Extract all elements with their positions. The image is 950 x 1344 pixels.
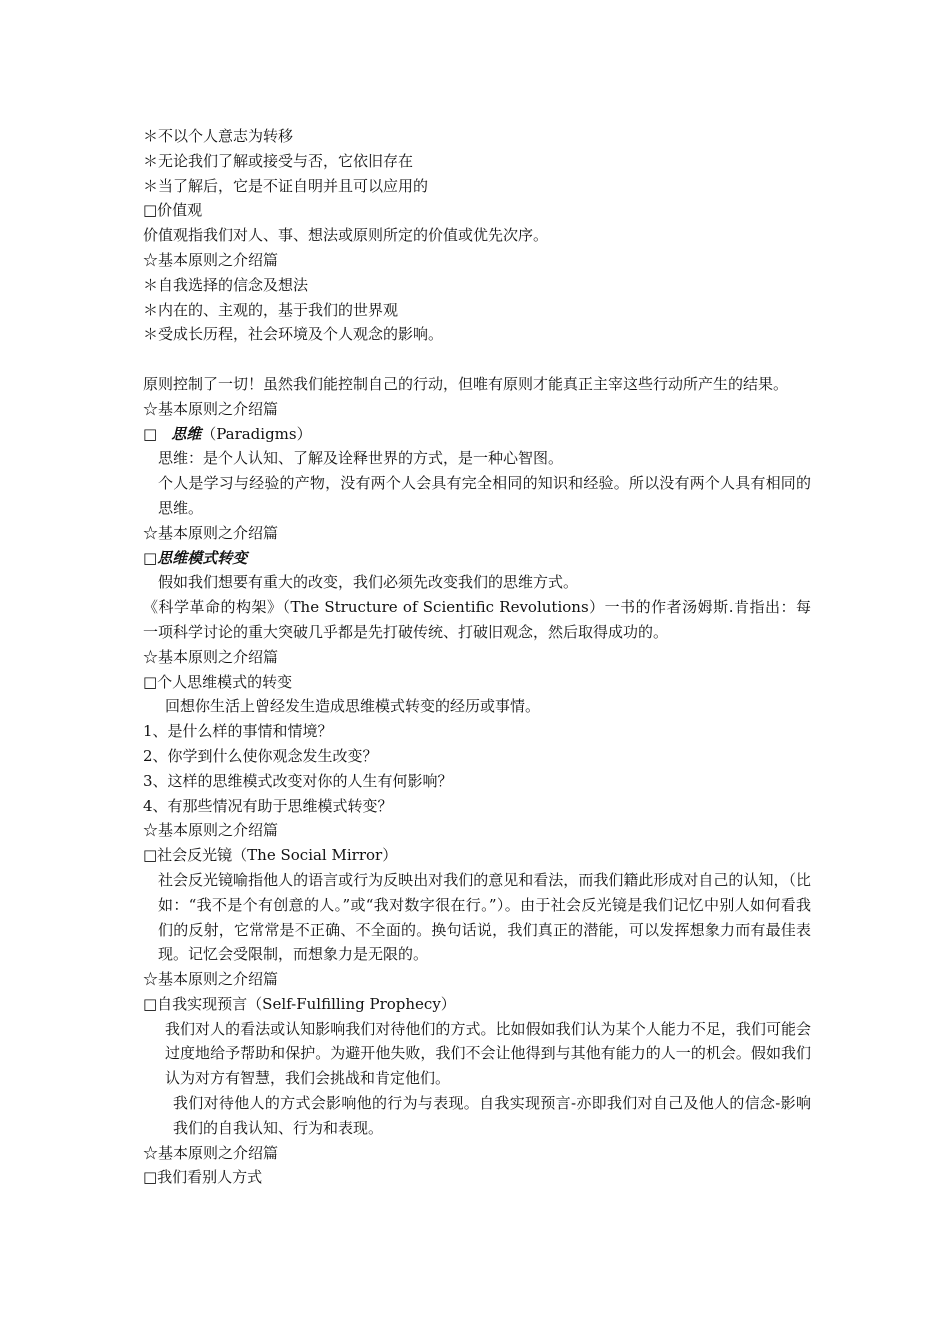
chapter-label: ☆基本原则之介绍篇 [143, 250, 279, 269]
blank-line [143, 347, 811, 372]
chapter-label: ☆基本原则之介绍篇 [143, 970, 279, 989]
section-heading [143, 546, 811, 571]
chapter-label: ☆基本原则之介绍篇 [143, 523, 279, 542]
section-heading: □社会反光镜（The Social Mirror） [143, 846, 398, 865]
bullet-line: ＊自我选择的信念及想法 [143, 275, 309, 294]
body-line: 价值观指我们对人、事、想法或原则所定的价值或优先次序。 [143, 226, 549, 245]
section-title: 思维 [171, 424, 202, 443]
body-paragraph [143, 1017, 811, 1091]
paragraph-text: 个人是学习与经验的产物，没有两个人会具有完全相同的知识和经验。所以没有两个人具有相同的思维。 [158, 474, 811, 517]
body-paragraph [143, 471, 811, 521]
bullet-line: ＊无论我们了解或接受与否，它依旧存在 [143, 151, 414, 170]
section-heading: □我们看别人方式 [143, 1168, 263, 1187]
body-line: 思维：是个人认知、了解及诠释世界的方式，是一种心智图。 [158, 449, 564, 468]
list-item: 2、你学到什么使你观念发生改变？ [143, 746, 378, 765]
section-title-english: （Paradigms） [201, 424, 312, 443]
section-heading: □价值观 [143, 201, 203, 220]
paragraph-text: 社会反光镜喻指他人的语言或行为反映出对我们的意见和看法，而我们籍此形成对自己的认知，（比如：“我不是个有创意的人。”或“我对数字很在行。”）。由于社会反光镜是我们记忆中别人如何看我们的反射，它常常是不正确、不全面的。换句话说，我们真正的潜能，可以发挥想象力而有最佳表现。记忆会受限制，而想象力是无限的。 [158, 870, 811, 964]
bullet-line: ＊当了解后，它是不证自明并且可以应用的 [143, 176, 429, 195]
checkbox-glyph: □ [143, 424, 158, 443]
list-item: 4、有那些情况有助于思维模式转变？ [143, 796, 393, 815]
section-title: 思维模式转变 [157, 548, 248, 567]
chapter-label: ☆基本原则之介绍篇 [143, 647, 279, 666]
bullet-line: ＊不以个人意志为转移 [143, 127, 294, 145]
body-line: 假如我们想要有重大的改变，我们必须先改变我们的思维方式。 [158, 573, 579, 592]
body-paragraph: 原则控制了一切！虽然我们能控制自己的行动，但唯有原则才能真正主宰这些行动所产生的结果。 [143, 374, 789, 393]
list-item: 3、这样的思维模式改变对你的人生有何影响？ [143, 771, 453, 790]
bullet-line: ＊内在的、主观的，基于我们的世界观 [143, 300, 399, 319]
body-paragraph: 《科学革命的构架》（The Structure of Scientific Revolutions）一书的作者汤姆斯.肯指出：每一项科学讨论的重大突破几乎都是先打破传统、打破旧观念，然后取得成功的。 [143, 598, 811, 641]
section-heading [143, 422, 811, 447]
paragraph-text: 我们对待他人的方式会影响他的行为与表现。自我实现预言-亦即我们对自己及他人的信念-影响我们的自我认知、行为和表现。 [173, 1094, 811, 1137]
checkbox-glyph: □ [143, 548, 158, 567]
body-paragraph [143, 868, 811, 967]
body-line: 回想你生活上曾经发生造成思维模式转变的经历或事情。 [165, 697, 541, 716]
section-heading: □个人思维模式的转变 [143, 672, 293, 691]
section-heading: □自我实现预言（Self-Fulfilling Prophecy） [143, 994, 456, 1013]
document-page [143, 124, 811, 1190]
bullet-line: ＊受成长历程，社会环境及个人观念的影响。 [143, 325, 444, 344]
chapter-label: ☆基本原则之介绍篇 [143, 399, 279, 418]
paragraph-text: 我们对人的看法或认知影响我们对待他们的方式。比如假如我们认为某个人能力不足，我们可能会过度地给予帮助和保护。为避开他失败，我们不会让他得到与其他有能力的人一的机会。假如我们认为对方有智慧，我们会挑战和肯定他们。 [165, 1019, 811, 1088]
body-paragraph [143, 1091, 811, 1141]
list-item: 1、是什么样的事情和情境？ [143, 722, 333, 741]
chapter-label: ☆基本原则之介绍篇 [143, 1143, 279, 1162]
chapter-label: ☆基本原则之介绍篇 [143, 821, 279, 840]
